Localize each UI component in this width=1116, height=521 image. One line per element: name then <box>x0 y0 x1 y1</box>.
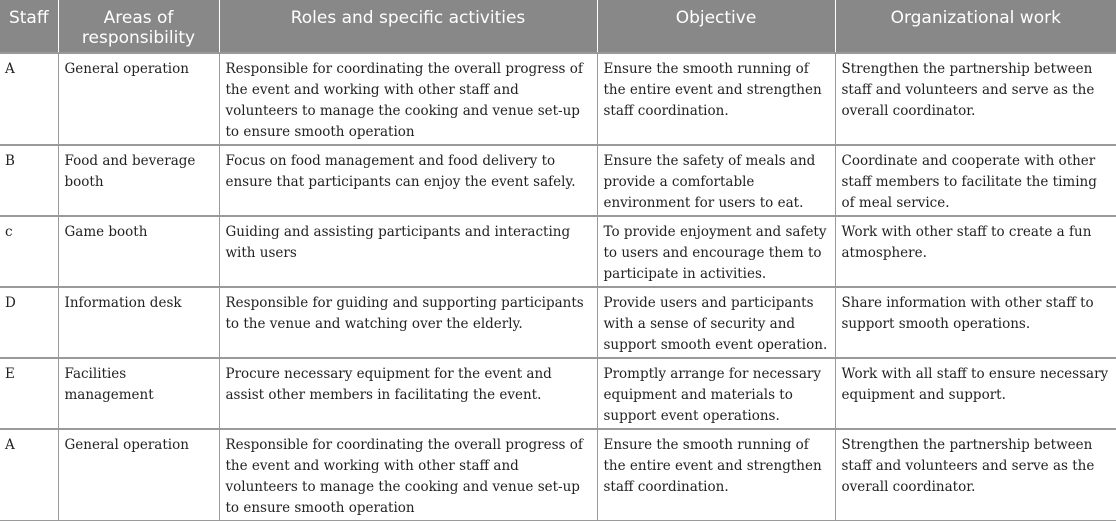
header-roles-and-activities: Roles and specific activities <box>219 0 597 53</box>
cell-organizational-work: Share information with other staff to support smooth operations. <box>835 287 1116 358</box>
cell-area: Food and beverage booth <box>58 145 219 216</box>
table-row <box>0 287 1116 358</box>
cell-area: General operation <box>58 53 219 145</box>
cell-organizational-work: Strengthen the partnership between staff and volunteers and serve as the overall coordinator. <box>835 53 1116 145</box>
cell-objective: Provide users and participants with a sense of security and support smooth event operation. <box>597 287 835 358</box>
cell-roles: Guiding and assisting participants and interacting with users <box>219 216 597 287</box>
cell-roles: Responsible for guiding and supporting participants to the venue and watching over the elderly. <box>219 287 597 358</box>
cell-organizational-work: Coordinate and cooperate with other staff members to facilitate the timing of meal service. <box>835 145 1116 216</box>
cell-objective: Ensure the smooth running of the entire event and strengthen staff coordination. <box>597 53 835 145</box>
cell-roles: Responsible for coordinating the overall progress of the event and working with other staff and volunteers to manage the cooking and venue set-up to ensure smooth operation <box>219 429 597 521</box>
table-row <box>0 53 1116 145</box>
cell-area: Game booth <box>58 216 219 287</box>
cell-roles: Responsible for coordinating the overall progress of the event and working with other staff and volunteers to manage the cooking and venue set-up to ensure smooth operation <box>219 53 597 145</box>
cell-roles: Procure necessary equipment for the event and assist other members in facilitating the event. <box>219 358 597 429</box>
cell-staff: D <box>0 287 58 358</box>
header-organizational-work: Organizational work <box>835 0 1116 53</box>
table-body <box>0 53 1116 521</box>
cell-objective: Ensure the smooth running of the entire event and strengthen staff coordination. <box>597 429 835 521</box>
cell-staff: E <box>0 358 58 429</box>
table-row <box>0 358 1116 429</box>
cell-roles: Focus on food management and food delivery to ensure that participants can enjoy the event safely. <box>219 145 597 216</box>
cell-objective: Ensure the safety of meals and provide a comfortable environment for users to eat. <box>597 145 835 216</box>
cell-organizational-work: Work with other staff to create a fun atmosphere. <box>835 216 1116 287</box>
cell-area: Facilities management <box>58 358 219 429</box>
cell-staff: c <box>0 216 58 287</box>
header-areas-of-responsibility: Areas of responsibility <box>58 0 219 53</box>
table-row <box>0 216 1116 287</box>
cell-staff: A <box>0 53 58 145</box>
cell-objective: To provide enjoyment and safety to users and encourage them to participate in activities. <box>597 216 835 287</box>
header-staff: Staff <box>0 0 58 53</box>
header-row <box>0 0 1116 53</box>
header-objective: Objective <box>597 0 835 53</box>
cell-staff: A <box>0 429 58 521</box>
cell-organizational-work: Strengthen the partnership between staff and volunteers and serve as the overall coordinator. <box>835 429 1116 521</box>
cell-staff: B <box>0 145 58 216</box>
cell-area: Information desk <box>58 287 219 358</box>
cell-organizational-work: Work with all staff to ensure necessary equipment and support. <box>835 358 1116 429</box>
cell-objective: Promptly arrange for necessary equipment and materials to support event operations. <box>597 358 835 429</box>
cell-area: General operation <box>58 429 219 521</box>
table-row <box>0 429 1116 521</box>
table-row <box>0 145 1116 216</box>
table-header <box>0 0 1116 53</box>
